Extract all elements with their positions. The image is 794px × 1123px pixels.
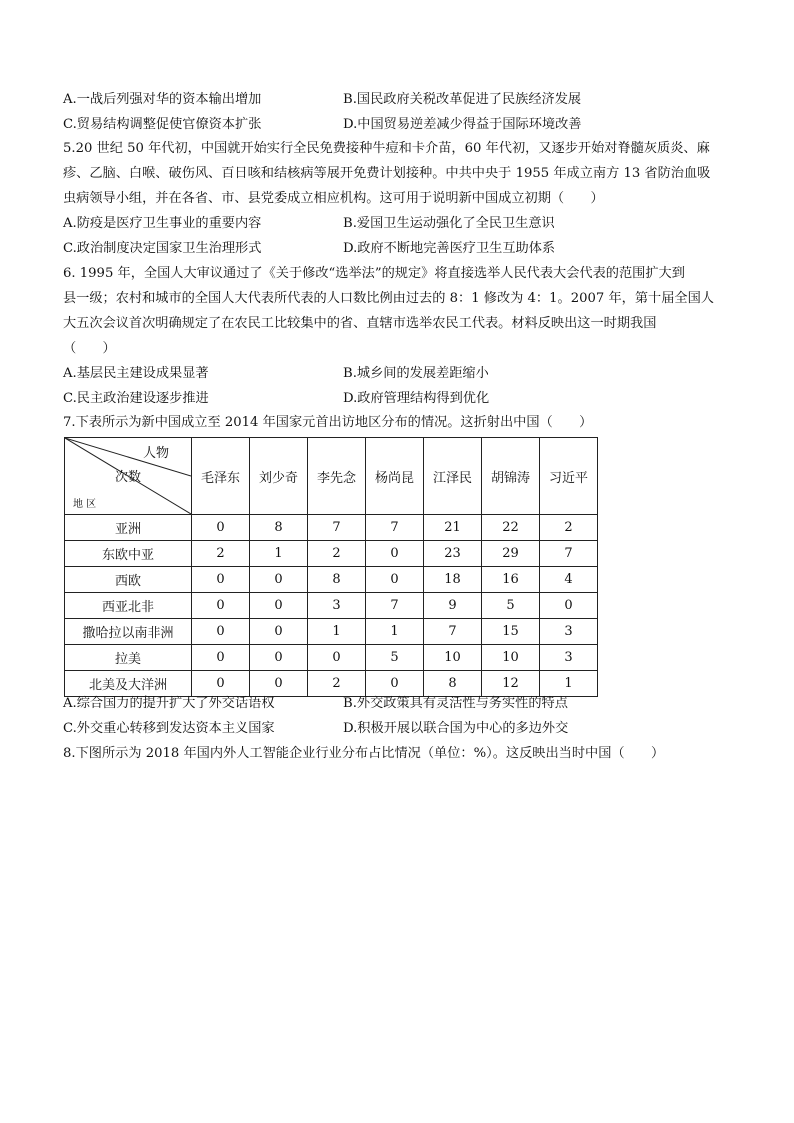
value-cell: 1	[366, 619, 424, 645]
table-header-row	[65, 438, 598, 515]
region-cell: 拉美	[65, 645, 192, 671]
value-cell: 18	[424, 567, 482, 593]
value-cell: 9	[424, 593, 482, 619]
leader-header: 毛泽东	[192, 438, 250, 515]
q6-option-c: C.民主政治建设逐步推进	[63, 391, 209, 406]
value-cell: 23	[424, 541, 482, 567]
leader-header: 胡锦涛	[482, 438, 540, 515]
q7-option-d: D.积极开展以联合国为中心的多边外交	[343, 721, 569, 736]
q5-option-b: B.爱国卫生运动强化了全民卫生意识	[343, 216, 555, 231]
region-cell: 亚洲	[65, 515, 192, 541]
value-cell: 0	[192, 593, 250, 619]
value-cell: 0	[192, 645, 250, 671]
diagonal-header-cell	[65, 438, 192, 515]
header-region-label: 地 区	[73, 499, 97, 510]
q5-option-a: A.防疫是医疗卫生事业的重要内容	[63, 216, 262, 231]
value-cell: 7	[366, 593, 424, 619]
q6-stem-line2: 县一级；农村和城市的全国人大代表所代表的人口数比例由过去的 8：1 修改为 4：1。2007 年，第十届全国人	[63, 291, 714, 306]
value-cell: 2	[308, 541, 366, 567]
leader-header: 李先念	[308, 438, 366, 515]
q6-stem-line3: 大五次会议首次明确规定了在农民工比较集中的省、直辖市选举农民工代表。材料反映出这一时期我国	[63, 316, 657, 331]
q4-option-a: A.一战后列强对华的资本输出增加	[63, 92, 262, 107]
table-row	[65, 567, 598, 593]
value-cell: 1	[308, 619, 366, 645]
value-cell: 0	[540, 593, 598, 619]
value-cell: 0	[250, 567, 308, 593]
q6-option-a: A.基层民主建设成果显著	[63, 366, 209, 381]
value-cell: 3	[540, 645, 598, 671]
q7-option-c: C.外交重心转移到发达资本主义国家	[63, 721, 275, 736]
value-cell: 0	[250, 593, 308, 619]
value-cell: 0	[192, 671, 250, 697]
value-cell: 8	[308, 567, 366, 593]
leader-header: 江泽民	[424, 438, 482, 515]
value-cell: 5	[366, 645, 424, 671]
q6-option-b: B.城乡间的发展差距缩小	[343, 366, 489, 381]
q5-stem-line1: 5.20 世纪 50 年代初，中国就开始实行全民免费接种牛痘和卡介苗，60 年代初，又逐步开始对脊髓灰质炎、麻	[63, 141, 710, 156]
q7-option-b: B.外交政策具有灵活性与务实性的特点	[343, 696, 568, 711]
region-cell: 东欧中亚	[65, 541, 192, 567]
header-count-label: 次数	[115, 470, 142, 485]
q7-stem: 7.下表所示为新中国成立至 2014 年国家元首出访地区分布的情况。这折射出中国（ ）	[63, 415, 593, 430]
value-cell: 10	[424, 645, 482, 671]
value-cell: 0	[250, 619, 308, 645]
region-cell: 撒哈拉以南非洲	[65, 619, 192, 645]
value-cell: 3	[308, 593, 366, 619]
value-cell: 15	[482, 619, 540, 645]
value-cell: 0	[192, 567, 250, 593]
value-cell: 7	[424, 619, 482, 645]
value-cell: 1	[250, 541, 308, 567]
table-row	[65, 593, 598, 619]
q5-option-c: C.政治制度决定国家卫生治理形式	[63, 241, 262, 256]
value-cell: 4	[540, 567, 598, 593]
value-cell: 0	[250, 645, 308, 671]
table-row	[65, 671, 598, 697]
leader-header: 杨尚昆	[366, 438, 424, 515]
q6-stem-line1: 6. 1995 年，全国人大审议通过了《关于修改“选举法”的规定》将直接选举人民代表大会代表的范围扩大到	[63, 266, 685, 281]
value-cell: 22	[482, 515, 540, 541]
value-cell: 7	[366, 515, 424, 541]
value-cell: 3	[540, 619, 598, 645]
q4-option-c: C.贸易结构调整促使官僚资本扩张	[63, 117, 262, 132]
value-cell: 7	[540, 541, 598, 567]
q5-option-d: D.政府不断地完善医疗卫生互助体系	[343, 241, 556, 256]
q4-option-b: B.国民政府关税改革促进了民族经济发展	[343, 92, 582, 107]
table-row	[65, 645, 598, 671]
header-person-label: 人物	[143, 446, 170, 461]
table-row	[65, 515, 598, 541]
leader-header: 刘少奇	[250, 438, 308, 515]
table-row	[65, 619, 598, 645]
value-cell: 21	[424, 515, 482, 541]
value-cell: 2	[308, 671, 366, 697]
q5-stem-line3: 虫病领导小组，并在各省、市、县党委成立相应机构。这可用于说明新中国成立初期（ ）	[63, 191, 604, 206]
value-cell: 0	[250, 671, 308, 697]
value-cell: 8	[250, 515, 308, 541]
q6-option-d: D.政府管理结构得到优化	[343, 391, 490, 406]
value-cell: 10	[482, 645, 540, 671]
visits-table	[64, 437, 598, 697]
value-cell: 8	[424, 671, 482, 697]
value-cell: 2	[540, 515, 598, 541]
value-cell: 0	[366, 567, 424, 593]
value-cell: 0	[366, 541, 424, 567]
value-cell: 12	[482, 671, 540, 697]
q6-stem-line4: （ ）	[63, 341, 116, 356]
leader-header: 习近平	[540, 438, 598, 515]
q7-option-a: A.综合国力的提升扩大了外交话语权	[63, 696, 275, 711]
value-cell: 0	[308, 645, 366, 671]
value-cell: 1	[540, 671, 598, 697]
value-cell: 7	[308, 515, 366, 541]
q4-option-d: D.中国贸易逆差减少得益于国际环境改善	[343, 117, 582, 132]
region-cell: 西亚北非	[65, 593, 192, 619]
value-cell: 0	[192, 619, 250, 645]
region-cell: 西欧	[65, 567, 192, 593]
value-cell: 0	[366, 671, 424, 697]
value-cell: 29	[482, 541, 540, 567]
value-cell: 16	[482, 567, 540, 593]
value-cell: 0	[192, 515, 250, 541]
value-cell: 2	[192, 541, 250, 567]
q8-stem: 8.下图所示为 2018 年国内外人工智能企业行业分布占比情况（单位：%）。这反映出当时中国（ ）	[63, 746, 665, 761]
region-cell: 北美及大洋洲	[65, 671, 192, 697]
table-row	[65, 541, 598, 567]
value-cell: 5	[482, 593, 540, 619]
q5-stem-line2: 疹、乙脑、白喉、破伤风、百日咳和结核病等展开免费计划接种。中共中央于 1955 年成立南方 13 省防治血吸	[63, 166, 711, 181]
